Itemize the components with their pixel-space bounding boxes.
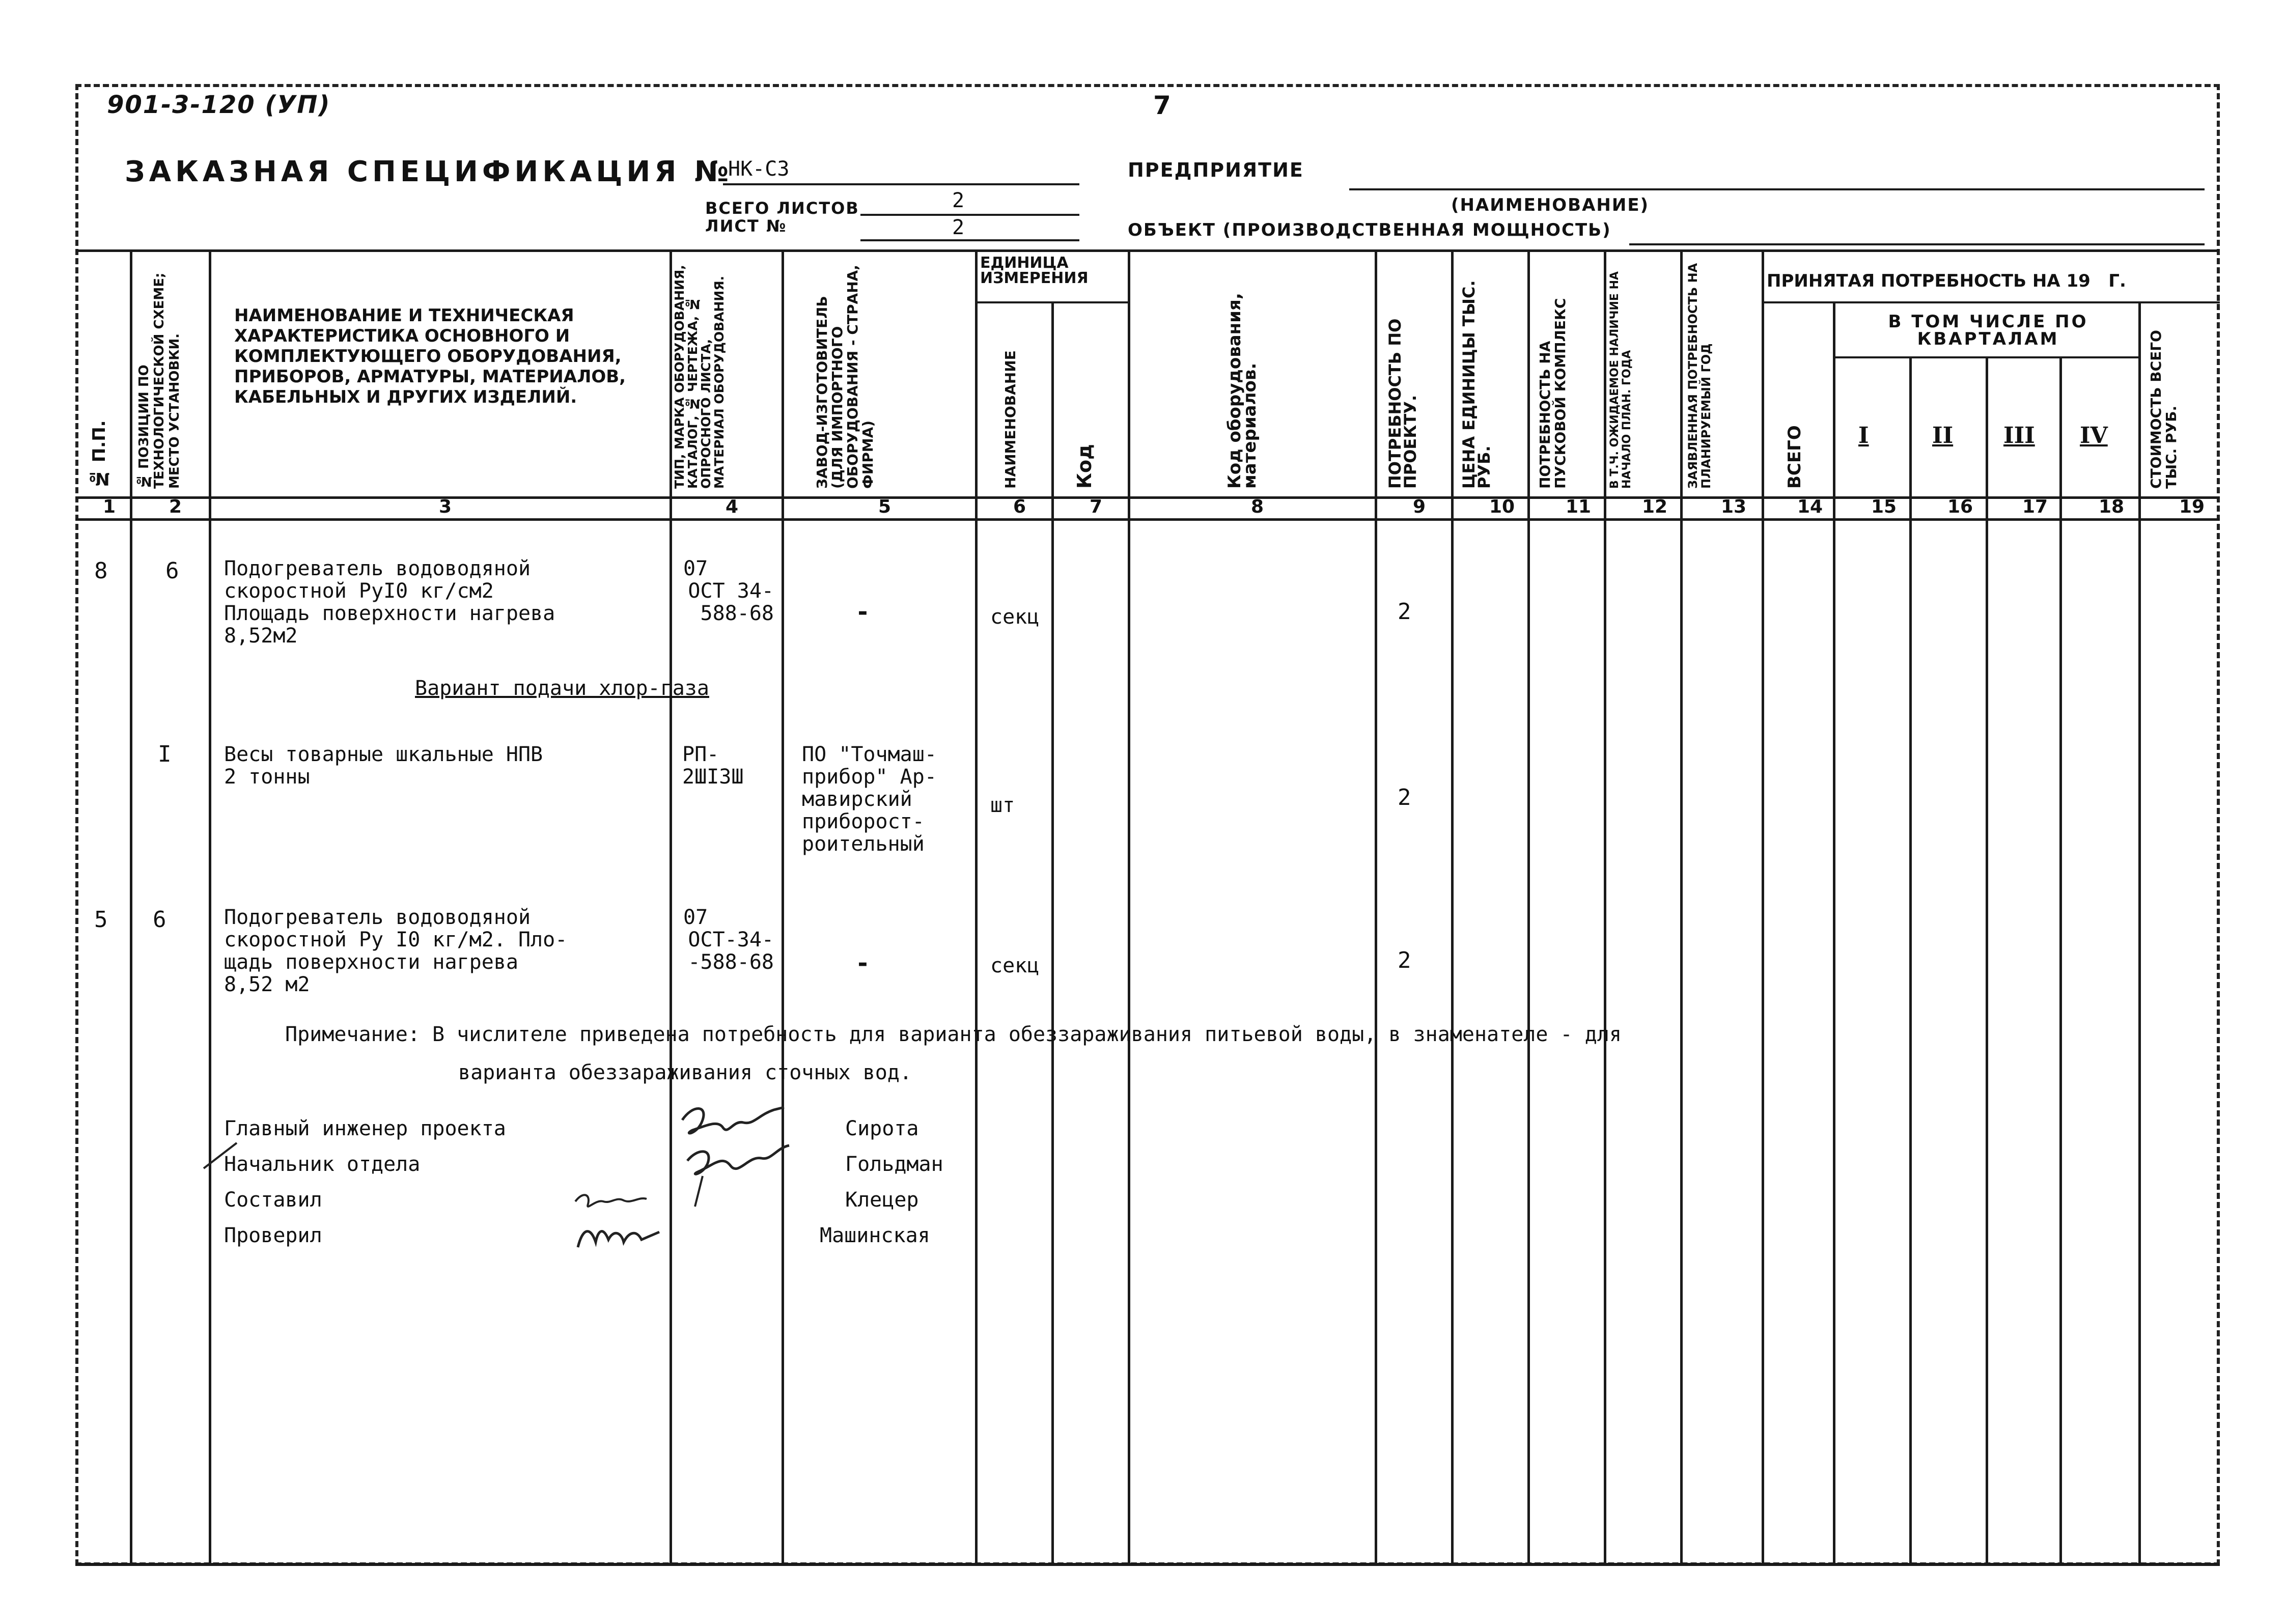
col-divider-16 [1986, 356, 1988, 1563]
note-line-1: Примечание: В числителе приведена потребность для варианта обеззараживания питьевой воды, в знаменателе - для [285, 1023, 1622, 1046]
naming-label: (НАИМЕНОВАНИЕ) [1451, 195, 1650, 215]
row3-num: 5 [94, 907, 108, 933]
signature-scribble-1 [672, 1100, 804, 1212]
row3-need: 2 [1398, 947, 1411, 973]
accepted-group-border [1762, 301, 2220, 303]
col-header-6: НАИМЕНОВАНИЕ [1002, 350, 1019, 489]
row2-maker: ПО "Точмаш- прибор" Ар- мавирский приборост- роительный [802, 743, 937, 856]
col-divider-18 [2138, 301, 2141, 1563]
total-sheets: 2 [952, 189, 965, 212]
col-header-17: III [2003, 423, 2035, 449]
col-header-13: ЗАЯВЛЕННАЯ ПОТРЕБНОСТЬ НА ПЛАНИРУЕМЫЙ ГОД [1686, 263, 1713, 489]
row1-type: 07 ОСТ 34- 588-68 [683, 557, 774, 625]
colnum-bottom-border [75, 518, 2220, 521]
col-divider-10 [1527, 249, 1530, 1563]
accepted-group-header: ПРИНЯТАЯ ПОТРЕБНОСТЬ НА 19 Г. [1767, 271, 2126, 291]
col-header-18: IV [2080, 423, 2108, 449]
col-header-4: ТИП, МАРКА ОБОРУДОВАНИЯ, КАТАЛОГ, № ЧЕРТЕЖА, № ОПРОСНОГО ЛИСТА, МАТЕРИАЛ ОБОРУДОВАНИЯ. [672, 265, 727, 489]
row3-pos: 6 [153, 907, 166, 933]
col-divider-6 [1051, 301, 1054, 1563]
signature-role-3: Составил [224, 1188, 322, 1212]
col-header-14: ВСЕГО [1785, 425, 1805, 489]
row2-name: Весы товарные шкальные НПВ 2 тонны [224, 743, 543, 789]
signature-name-4: Машинская [820, 1224, 930, 1247]
signature-scribble-2 [570, 1181, 672, 1257]
col-header-3: НАИМЕНОВАНИЕ И ТЕХНИЧЕСКАЯ ХАРАКТЕРИСТИКА ОСНОВНОГО И КОМПЛЕКТУЮЩЕГО ОБОРУДОВАНИЯ, ПРИБОРОВ, АРМАТУРЫ, МАТЕРИАЛОВ, КАБЕЛЬНЫХ И ДРУГИХ ИЗДЕЛИЙ. [234, 305, 626, 407]
col-header-8: Код оборудования, материалов. [1224, 293, 1260, 489]
unit-group-header: ЕДИНИЦА ИЗМЕРЕНИЯ [980, 254, 1089, 287]
col-header-10: ЦЕНА ЕДИНИЦЫ ТЫС. РУБ. [1459, 280, 1494, 489]
total-sheets-underline [860, 214, 1079, 216]
col-divider-7 [1128, 249, 1130, 1563]
row3-name: Подогреватель водоводяной скоростной Ру І0 кг/м2. Пло- щадь поверхности нагрева 8,52 м2 [224, 906, 568, 996]
col-divider-11 [1604, 249, 1606, 1563]
row1-num: 8 [94, 558, 108, 584]
col-header-11: ПОТРЕБНОСТЬ НА ПУСКОВОЙ КОМПЛЕКС [1537, 298, 1569, 489]
col-header-19: СТОИМОСТЬ ВСЕГО ТЫС. РУБ. [2148, 330, 2180, 489]
header-bottom-border [75, 496, 2220, 499]
row1-unit: секц [990, 605, 1040, 629]
col-divider-1 [130, 249, 132, 1563]
total-sheets-label: ВСЕГО ЛИСТОВ [705, 199, 859, 218]
col-header-7: Код [1073, 444, 1096, 489]
signature-role-2: Начальник отдела [224, 1153, 421, 1176]
col-divider-12 [1680, 249, 1683, 1563]
quarter-group-header: В ТОМ ЧИСЛЕ ПО КВАРТАЛАМ [1888, 312, 2088, 349]
col-header-12: В Т.Ч. ОЖИДАЕМОЕ НАЛИЧИЕ НА НАЧАЛО ПЛАН. ГОДА [1608, 271, 1633, 489]
page-number: 7 [1153, 91, 1172, 120]
row2-unit: шт [990, 794, 1015, 817]
signature-name-3: Клецер [845, 1188, 919, 1212]
row3-type: 07 ОСТ-34- -588-68 [683, 906, 774, 974]
row3-maker: - [855, 949, 870, 977]
col-divider-14 [1833, 301, 1835, 1563]
table-top-border [75, 249, 2220, 252]
col-divider-2 [209, 249, 211, 1563]
table-bottom-border [75, 1563, 2220, 1566]
row2-type: РП- 2ШІ3Ш [682, 743, 744, 789]
signature-role-4: Проверил [224, 1224, 322, 1247]
col-divider-17 [2059, 356, 2062, 1563]
row1-need: 2 [1398, 599, 1411, 625]
col-header-16: II [1932, 423, 1954, 449]
row2-need: 2 [1398, 785, 1411, 810]
sheet-number: 2 [952, 216, 965, 239]
col-header-2: № ПОЗИЦИИ ПО ТЕХНОЛОГИЧЕСКОЙ СХЕМЕ; МЕСТО УСТАНОВКИ. [136, 272, 182, 489]
row3-unit: секц [990, 954, 1040, 977]
col-header-15: I [1858, 423, 1869, 449]
spec-number: НК-СЗ [728, 157, 790, 181]
col-header-9: ПОТРЕБНОСТЬ ПО ПРОЕКТУ. [1385, 318, 1420, 489]
col-header-5: ЗАВОД-ИЗГОТОВИТЕЛЬ (ДЛЯ ИМПОРТНОГО ОБОРУДОВАНИЯ - СТРАНА, ФИРМА) [814, 265, 876, 489]
enterprise-underline [1349, 188, 2205, 190]
signature-name-2: Гольдман [845, 1153, 943, 1176]
col-divider-5 [975, 249, 978, 1563]
col-divider-9 [1451, 249, 1454, 1563]
col-header-1: № П.П. [89, 420, 109, 489]
row1-maker: - [855, 598, 870, 626]
enterprise-label: ПРЕДПРИЯТИЕ [1128, 159, 1304, 181]
col-divider-4 [782, 249, 784, 1563]
sheet-underline [860, 239, 1079, 241]
row2-pos: I [158, 741, 172, 767]
spec-title: ЗАКАЗНАЯ СПЕЦИФИКАЦИЯ № [125, 155, 733, 188]
col-divider-13 [1762, 249, 1764, 1563]
row1-name: Подогреватель водоводяной скоростной РуІ0 кг/см2 Площадь поверхности нагрева 8,52м2 [224, 557, 555, 648]
object-label: ОБЪЕКТ (ПРОИЗВОДСТВЕННАЯ МОЩНОСТЬ) [1128, 220, 1611, 240]
col-divider-8 [1375, 249, 1377, 1563]
spec-number-underline [723, 183, 1079, 185]
tick-mark [201, 1140, 242, 1171]
signature-name-1: Сирота [845, 1117, 919, 1140]
variant-label: Вариант подачи хлор-газа [415, 677, 709, 700]
signature-role-1: Главный инженер проекта [224, 1117, 506, 1140]
sheet-label: ЛИСТ № [705, 216, 787, 236]
row1-pos: 6 [165, 558, 179, 584]
object-underline [1629, 243, 2205, 245]
note-line-2: варианта обеззараживания сточных вод. [458, 1061, 912, 1084]
doc-code: 901-3-120 (УП) [107, 91, 331, 119]
col-divider-15 [1909, 356, 1912, 1563]
